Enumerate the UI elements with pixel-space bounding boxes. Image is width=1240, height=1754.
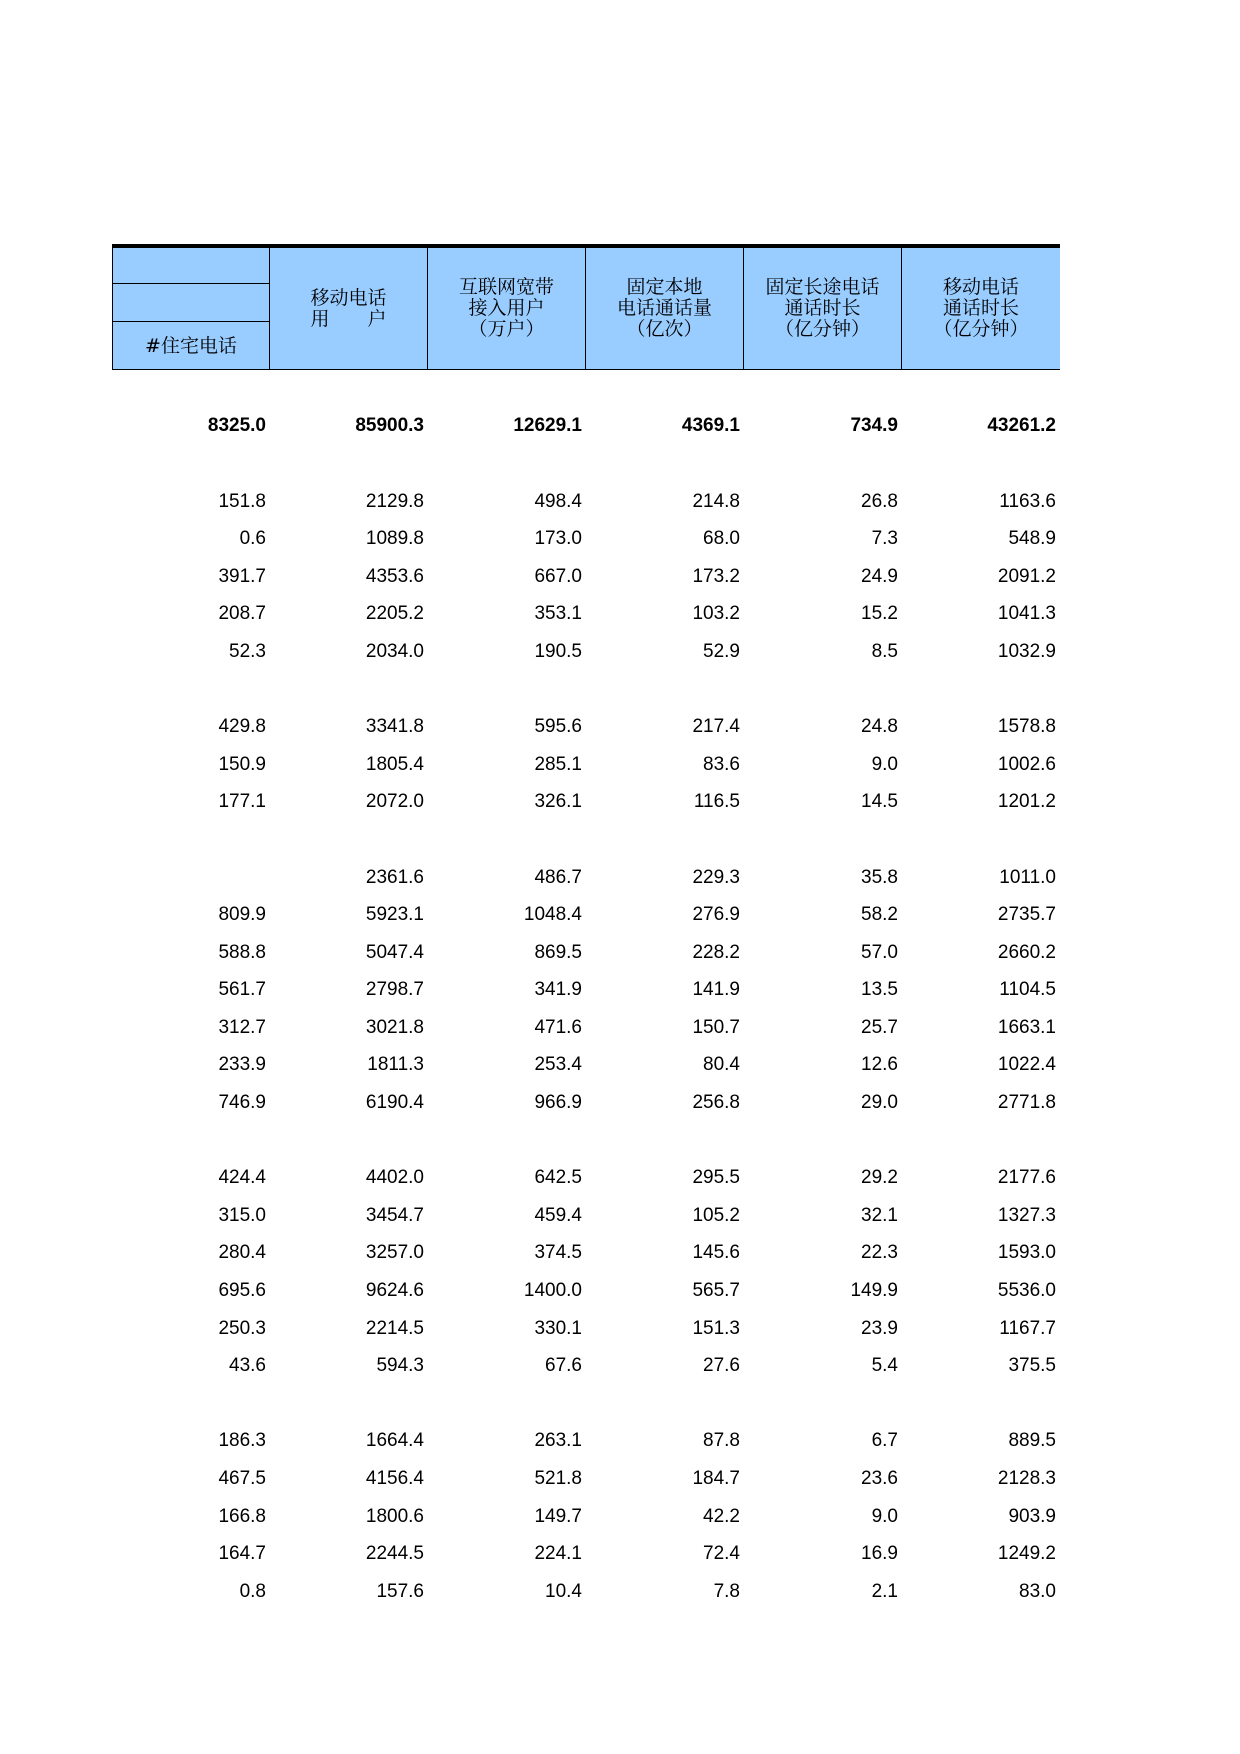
table-cell: 35.8	[861, 866, 898, 888]
table-cell: 12629.1	[513, 415, 582, 437]
table-cell: 734.9	[850, 415, 898, 437]
table-cell: 459.4	[534, 1204, 582, 1226]
table-cell: 588.8	[218, 941, 266, 963]
table-cell: 486.7	[534, 866, 582, 888]
table-cell: 2.1	[871, 1580, 898, 1602]
table-cell: 103.2	[692, 603, 740, 625]
table-spacer-row	[112, 671, 1060, 709]
table-cell: 1811.3	[367, 1054, 424, 1076]
table-cell: 80.4	[703, 1054, 740, 1076]
table-cell: 24.9	[861, 565, 898, 587]
table-cell: 330.1	[534, 1317, 582, 1339]
table-cell: 217.4	[692, 716, 740, 738]
table-row	[112, 972, 1060, 1010]
table-cell: 72.4	[703, 1543, 740, 1565]
table-cell: 312.7	[218, 1016, 266, 1038]
table-cell: 1578.8	[997, 716, 1056, 738]
table-cell: 164.7	[218, 1543, 266, 1565]
table-cell: 5047.4	[365, 941, 424, 963]
table-cell: 22.3	[861, 1242, 898, 1264]
table-cell: 0.8	[239, 1580, 266, 1602]
table-row	[112, 1272, 1060, 1310]
table-cell: 1011.0	[999, 866, 1056, 888]
table-cell: 9.0	[871, 753, 898, 775]
header-col-long-distance-minutes	[744, 248, 902, 370]
table-cell: 173.0	[534, 528, 582, 550]
table-cell: 208.7	[218, 603, 266, 625]
table-cell: 253.4	[534, 1054, 582, 1076]
table-cell: 1048.4	[523, 904, 582, 926]
table-cell: 9624.6	[365, 1280, 424, 1302]
table-row	[112, 1084, 1060, 1122]
table-cell: 4156.4	[365, 1468, 424, 1490]
table-cell: 229.3	[692, 866, 740, 888]
table-cell: 29.2	[861, 1167, 898, 1189]
table-cell: 903.9	[1008, 1505, 1056, 1527]
table-row	[112, 1197, 1060, 1235]
table-cell: 869.5	[534, 941, 582, 963]
header-line: 电话通话量	[616, 297, 712, 319]
table-cell: 7.3	[871, 528, 898, 550]
table-cell: 3454.7	[365, 1204, 424, 1226]
table-cell: 1663.1	[997, 1016, 1056, 1038]
table-cell: 2660.2	[997, 941, 1056, 963]
table-cell: 149.9	[850, 1280, 898, 1302]
table-cell: 13.5	[861, 979, 898, 1001]
table-cell: 595.6	[534, 716, 582, 738]
table-cell: 7.8	[713, 1580, 740, 1602]
table-cell: 23.9	[861, 1317, 898, 1339]
table-cell: 3341.8	[365, 716, 424, 738]
table-cell: 43261.2	[987, 415, 1056, 437]
table-cell: 1104.5	[999, 979, 1056, 1001]
header-line: （亿分钟）	[933, 318, 1029, 340]
header-line: （万户）	[468, 318, 545, 340]
table-cell: 498.4	[534, 490, 582, 512]
table-spacer-row	[112, 1122, 1060, 1160]
table-cell: 889.5	[1008, 1430, 1056, 1452]
table-cell: 1593.0	[997, 1242, 1056, 1264]
table-cell: 966.9	[534, 1092, 582, 1114]
table-cell: 116.5	[693, 791, 740, 813]
table-row	[112, 558, 1060, 596]
table-cell: 6.7	[871, 1430, 898, 1452]
table-cell: 471.6	[534, 1016, 582, 1038]
table-cell: 151.3	[692, 1317, 740, 1339]
table-cell: 16.9	[861, 1543, 898, 1565]
table-cell: 2205.2	[365, 603, 424, 625]
table-cell: 561.7	[218, 979, 266, 1001]
table-cell: 4402.0	[365, 1167, 424, 1189]
table-cell: 353.1	[534, 603, 582, 625]
table-cell: 151.8	[218, 490, 266, 512]
table-cell: 467.5	[218, 1468, 266, 1490]
table-cell: 190.5	[534, 640, 582, 662]
header-subcell-residential-label: #住宅电话	[145, 334, 237, 357]
table-cell: 9.0	[871, 1505, 898, 1527]
table-cell: 256.8	[692, 1092, 740, 1114]
table-cell: 429.8	[218, 716, 266, 738]
table-cell: 87.8	[703, 1430, 740, 1452]
table-cell: 1327.3	[997, 1204, 1056, 1226]
table-cell: 52.3	[229, 640, 266, 662]
table-cell: 667.0	[534, 565, 582, 587]
table-row	[112, 1235, 1060, 1273]
table-cell: 521.8	[534, 1468, 582, 1490]
table-row	[112, 483, 1060, 521]
table-cell: 5536.0	[997, 1280, 1056, 1302]
table-cell: 1249.2	[997, 1543, 1056, 1565]
table-cell: 341.9	[534, 979, 582, 1001]
table-cell: 6190.4	[365, 1092, 424, 1114]
table-cell: 4369.1	[681, 415, 740, 437]
table-cell: 375.5	[1008, 1355, 1056, 1377]
table-cell: 1664.4	[365, 1430, 424, 1452]
table-cell: 214.8	[692, 490, 740, 512]
table-row	[112, 934, 1060, 972]
table-cell: 12.6	[861, 1054, 898, 1076]
table-cell: 3257.0	[365, 1242, 424, 1264]
table-cell: 186.3	[218, 1430, 266, 1452]
table-cell: 424.4	[218, 1167, 266, 1189]
table-cell: 3021.8	[365, 1016, 424, 1038]
header-line: （亿次）	[626, 318, 703, 340]
table-cell: 83.0	[1019, 1580, 1056, 1602]
table-cell: 2091.2	[997, 565, 1056, 587]
table-row	[112, 1423, 1060, 1461]
table-row-total	[112, 408, 1060, 446]
table-cell: 548.9	[1008, 528, 1056, 550]
header-line: 互联网宽带	[458, 276, 554, 298]
table-cell: 280.4	[218, 1242, 266, 1264]
table-cell: 157.6	[376, 1580, 424, 1602]
header-line: （亿分钟）	[774, 318, 870, 340]
table-cell: 32.1	[861, 1204, 898, 1226]
table-cell: 326.1	[534, 791, 582, 813]
table-cell: 228.2	[692, 941, 740, 963]
table-row	[112, 896, 1060, 934]
table-cell: 150.7	[692, 1016, 740, 1038]
table-cell: 29.0	[861, 1092, 898, 1114]
table-header	[112, 248, 1060, 370]
table-cell: 695.6	[218, 1280, 266, 1302]
table-cell: 52.9	[703, 640, 740, 662]
table-spacer-row	[112, 445, 1060, 483]
table-spacer-row	[112, 821, 1060, 859]
table-cell: 58.2	[861, 904, 898, 926]
table-cell: 15.2	[861, 603, 898, 625]
table-cell: 2034.0	[365, 640, 424, 662]
table-row	[112, 708, 1060, 746]
table-cell: 5.4	[871, 1355, 898, 1377]
table-cell: 10.4	[545, 1580, 582, 1602]
table-cell: 1089.8	[365, 528, 424, 550]
table-cell: 2177.6	[997, 1167, 1056, 1189]
table-cell: 145.6	[692, 1242, 740, 1264]
table-row	[112, 1498, 1060, 1536]
table-cell: 276.9	[692, 904, 740, 926]
table-cell: 2128.3	[997, 1468, 1056, 1490]
table-cell: 8325.0	[207, 415, 266, 437]
table-cell: 24.8	[861, 716, 898, 738]
table-cell: 43.6	[229, 1355, 266, 1377]
header-line: 移动电话	[942, 276, 1019, 298]
header-col-residential-phone	[112, 248, 270, 370]
header-line: 移动电话	[310, 286, 387, 309]
table-cell: 374.5	[534, 1242, 582, 1264]
table-cell: 2361.6	[365, 866, 424, 888]
header-line: 接入用户	[468, 297, 545, 319]
table-cell: 1800.6	[365, 1505, 424, 1527]
table-cell: 233.9	[218, 1054, 266, 1076]
table-cell: 594.3	[376, 1355, 424, 1377]
table-row	[112, 1573, 1060, 1611]
table-cell: 224.1	[534, 1543, 582, 1565]
table-cell: 315.0	[218, 1204, 266, 1226]
table-row	[112, 784, 1060, 822]
table-cell: 642.5	[534, 1167, 582, 1189]
table-spacer-row	[112, 1385, 1060, 1423]
table-cell: 23.6	[861, 1468, 898, 1490]
table-cell: 105.2	[692, 1204, 740, 1226]
table-cell: 5923.1	[365, 904, 424, 926]
table-cell: 4353.6	[365, 565, 424, 587]
table-cell: 8.5	[871, 640, 898, 662]
table-cell: 141.9	[692, 979, 740, 1001]
header-line: 固定长途电话	[765, 276, 880, 298]
table-cell: 68.0	[703, 528, 740, 550]
table-cell: 0.6	[239, 528, 266, 550]
table-cell: 150.9	[218, 753, 266, 775]
table-row	[112, 1159, 1060, 1197]
table-cell: 2735.7	[997, 904, 1056, 926]
table-row	[112, 596, 1060, 634]
table-cell: 26.8	[861, 490, 898, 512]
table-cell: 83.6	[703, 753, 740, 775]
table-row	[112, 1047, 1060, 1085]
table-cell: 263.1	[534, 1430, 582, 1452]
table-cell: 391.7	[218, 565, 266, 587]
header-line: 通话时长	[942, 297, 1019, 319]
table-cell: 746.9	[218, 1092, 266, 1114]
table-cell: 149.7	[534, 1505, 582, 1527]
table-row	[112, 859, 1060, 897]
table-cell: 2798.7	[365, 979, 424, 1001]
table-spacer-row	[112, 370, 1060, 408]
table-body	[112, 370, 1060, 1611]
table-cell: 250.3	[218, 1317, 266, 1339]
table-cell: 2244.5	[365, 1543, 424, 1565]
table-cell: 27.6	[703, 1355, 740, 1377]
table-row	[112, 746, 1060, 784]
table-cell: 285.1	[534, 753, 582, 775]
table-cell: 2129.8	[365, 490, 424, 512]
table-cell: 173.2	[692, 565, 740, 587]
table-row	[112, 1347, 1060, 1385]
header-subcell-blank-2	[113, 284, 269, 322]
header-subcell-blank-1	[113, 248, 269, 284]
table-row	[112, 1535, 1060, 1573]
header-col-local-calls	[586, 248, 744, 370]
table-row	[112, 1460, 1060, 1498]
table-cell: 184.7	[692, 1468, 740, 1490]
table-cell: 1041.3	[997, 603, 1056, 625]
table-row	[112, 1310, 1060, 1348]
table-row	[112, 1009, 1060, 1047]
table-cell: 2771.8	[997, 1092, 1056, 1114]
header-col-mobile-users	[270, 248, 428, 370]
table-row	[112, 633, 1060, 671]
table-cell: 2072.0	[365, 791, 424, 813]
header-line: 固定本地	[626, 276, 703, 298]
table-cell: 1032.9	[997, 640, 1056, 662]
table-cell: 25.7	[861, 1016, 898, 1038]
table-cell: 67.6	[545, 1355, 582, 1377]
table-cell: 1022.4	[997, 1054, 1056, 1076]
table-cell: 295.5	[692, 1167, 740, 1189]
table-cell: 1002.6	[997, 753, 1056, 775]
table-cell: 57.0	[861, 941, 898, 963]
table-cell: 42.2	[703, 1505, 740, 1527]
table-cell: 1201.2	[997, 791, 1056, 813]
table-cell: 2214.5	[365, 1317, 424, 1339]
table-cell: 14.5	[861, 791, 898, 813]
header-col-mobile-minutes	[902, 248, 1060, 370]
header-line: 通话时长	[784, 297, 861, 319]
table-cell: 85900.3	[355, 415, 424, 437]
table-cell: 177.1	[218, 791, 266, 813]
table-cell: 1805.4	[365, 753, 424, 775]
table-row	[112, 520, 1060, 558]
table-cell: 1163.6	[999, 490, 1056, 512]
table-cell: 1167.7	[999, 1317, 1056, 1339]
table-cell: 565.7	[692, 1280, 740, 1302]
table-cell: 809.9	[218, 904, 266, 926]
table-cell: 166.8	[218, 1505, 266, 1527]
header-col-broadband-users	[428, 248, 586, 370]
header-line: 用 户	[310, 307, 387, 330]
table-cell: 1400.0	[523, 1280, 582, 1302]
